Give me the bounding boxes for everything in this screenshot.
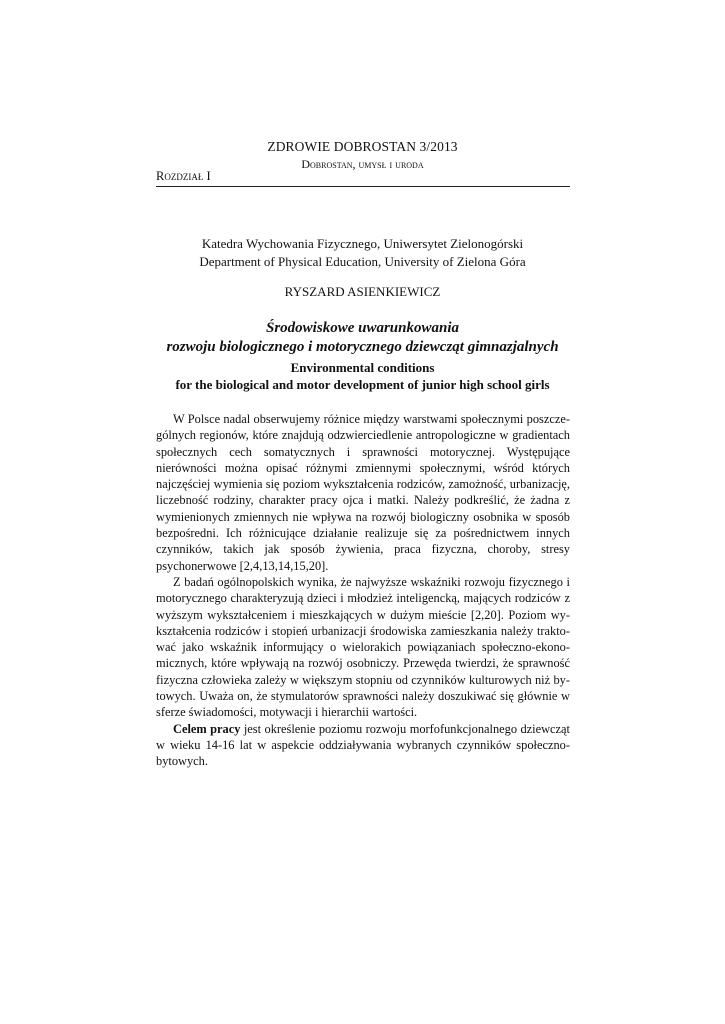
body-text bbox=[156, 411, 570, 770]
author-name: RYSZARD ASIENKIEWICZ bbox=[284, 284, 441, 299]
title-polish-line1: Środowiskowe uwarunkowania bbox=[266, 320, 459, 336]
title-english-line1: Environmental conditions bbox=[290, 360, 435, 375]
header-rule bbox=[156, 186, 570, 187]
title-polish-line2: rozwoju biologicznego i motorycznego dziewcząt gimnazjalnych bbox=[166, 339, 559, 355]
journal-subtitle: Dobrostan, umysł i uroda bbox=[301, 157, 424, 171]
paragraph-1: W Polsce nadal obserwujemy różnice między warstwami społecznymi poszczególnych regionów, które znajdują odzwierciedlenie antropologiczne w gradientach społecznych cech somatycznych i sprawności motorycznej. Występujące nierówności można opisać różnymi zmiennymi społecznymi, wśród których najczęściej wymienia się poziom wykształcenia rodziców, zamożność, urbanizację, liczebność rodziny, charakter pracy ojca i matki. Należy podkreślić, że żadna z wymienionych zmiennych nie wpływa na rozwój biologiczny osobnika w sposób bezpośredni. Ich różnicujące działanie realizuje się za pośrednictwem innych czynników, takich jak sposób żywienia, praca fizyczna, choroby, stresy psychonerwowe [2,4,13,14,15,20]. bbox=[156, 412, 570, 573]
chapter-label: Rozdział I bbox=[156, 169, 211, 183]
paragraph-3 bbox=[156, 721, 570, 770]
affiliation-polish: Katedra Wychowania Fizycznego, Uniwersytet Zielonogórski bbox=[201, 236, 524, 251]
title-english-line2: for the biological and motor development of junior high school girls bbox=[175, 377, 550, 392]
aim-text: jest określenie poziomu rozwoju morfofunkcjonalnego dziewcząt w wieku 14-16 lat w aspekcie oddziaływania wybranych czynników społecznobytowych. bbox=[156, 721, 570, 769]
paragraph-2: Z badań ogólnopolskich wynika, że najwyższe wskaźniki rozwoju fizycznego i motorycznego charakteryzują dzieci i młodzież inteligencką, mających rodziców z wyższym wykształceniem i mieszkających w dużym mieście [2,20]. Poziom wykształcenia rodziców i stopień urbanizacji środowiska zamieszkania należy traktować jako wskaźnik informujący o wielorakich powiązaniach społeczno-ekonomicznych, które wpływają na rozwój osobniczy. Przewęda twierdzi, że sprawność fizyczna człowieka zależy w większym stopniu od czynników kulturowych niż bytowych. Uważa on, że stymulatorów sprawności należy doszukiwać się głównie w sferze świadomości, motywacji i hierarchii wartości. bbox=[156, 574, 570, 720]
affiliation-english: Department of Physical Education, University of Zielona Góra bbox=[199, 254, 526, 269]
journal-title: ZDROWIE DOBROSTAN 3/2013 bbox=[267, 139, 458, 154]
aim-label: Celem pracy bbox=[173, 721, 241, 736]
